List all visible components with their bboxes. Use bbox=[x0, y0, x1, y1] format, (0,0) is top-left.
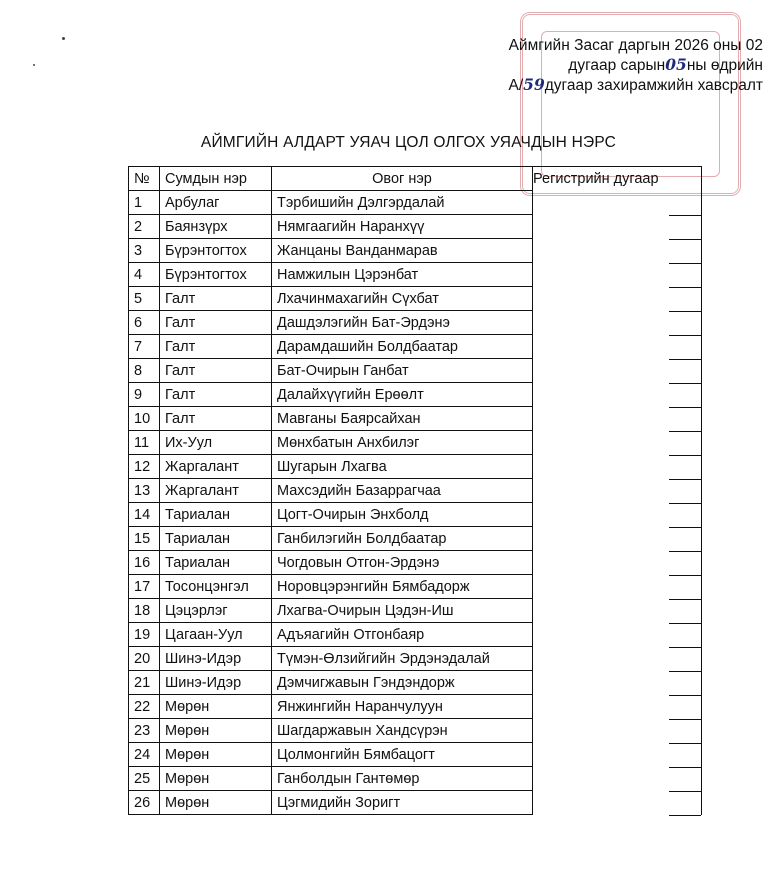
register-number-cell bbox=[533, 551, 702, 575]
register-number-cell bbox=[533, 359, 702, 383]
col-header-soum: Сумдын нэр bbox=[160, 167, 272, 191]
row-number: 1 bbox=[129, 191, 160, 215]
soum-name: Шинэ-Идэр bbox=[160, 671, 272, 695]
row-number: 8 bbox=[129, 359, 160, 383]
row-number: 26 bbox=[129, 791, 160, 815]
row-number: 19 bbox=[129, 623, 160, 647]
table-row bbox=[129, 695, 702, 719]
person-name: Цогт-Очирын Энхболд bbox=[272, 503, 533, 527]
scan-speck bbox=[62, 37, 65, 40]
header-text: ны өдрийн bbox=[686, 57, 763, 74]
soum-name: Галт bbox=[160, 383, 272, 407]
person-name: Норовцэрэнгийн Бямбадорж bbox=[272, 575, 533, 599]
row-number: 12 bbox=[129, 455, 160, 479]
soum-name: Мөрөн bbox=[160, 695, 272, 719]
person-name: Мавганы Баярсайхан bbox=[272, 407, 533, 431]
register-number-cell bbox=[533, 791, 702, 815]
soum-name: Бүрэнтогтох bbox=[160, 263, 272, 287]
register-number-cell bbox=[533, 575, 702, 599]
soum-name: Галт bbox=[160, 407, 272, 431]
soum-name: Мөрөн bbox=[160, 767, 272, 791]
register-number-cell bbox=[533, 191, 702, 215]
person-name: Махсэдийн Базаррагчаа bbox=[272, 479, 533, 503]
person-name: Тэрбишийн Дэлгэрдалай bbox=[272, 191, 533, 215]
table-row bbox=[129, 791, 702, 815]
row-number: 2 bbox=[129, 215, 160, 239]
appendix-header bbox=[403, 36, 763, 95]
person-name: Лхагва-Очирын Цэдэн-Иш bbox=[272, 599, 533, 623]
row-number: 9 bbox=[129, 383, 160, 407]
table-row bbox=[129, 527, 702, 551]
table-row bbox=[129, 647, 702, 671]
table-row bbox=[129, 407, 702, 431]
table-row bbox=[129, 743, 702, 767]
row-number: 17 bbox=[129, 575, 160, 599]
col-header-name: Овог нэр bbox=[272, 167, 533, 191]
person-name: Шагдаржавын Хандсүрэн bbox=[272, 719, 533, 743]
register-number-cell bbox=[533, 311, 702, 335]
row-number: 18 bbox=[129, 599, 160, 623]
person-name: Янжингийн Наранчулуун bbox=[272, 695, 533, 719]
register-number-cell bbox=[533, 695, 702, 719]
handwritten-order-number: 59 bbox=[523, 75, 545, 94]
register-number-cell bbox=[533, 743, 702, 767]
person-name: Ганболдын Гантөмөр bbox=[272, 767, 533, 791]
person-name: Түмэн-Өлзийгийн Эрдэнэдалай bbox=[272, 647, 533, 671]
soum-name: Баянзүрх bbox=[160, 215, 272, 239]
register-number-cell bbox=[533, 527, 702, 551]
table-row bbox=[129, 287, 702, 311]
row-number: 7 bbox=[129, 335, 160, 359]
person-name: Намжилын Цэрэнбат bbox=[272, 263, 533, 287]
register-number-cell bbox=[533, 455, 702, 479]
row-number: 14 bbox=[129, 503, 160, 527]
register-number-cell bbox=[533, 671, 702, 695]
register-number-cell bbox=[533, 335, 702, 359]
row-number: 15 bbox=[129, 527, 160, 551]
table-header-row bbox=[129, 167, 702, 191]
person-name: Жанцаны Ванданмарав bbox=[272, 239, 533, 263]
table-row bbox=[129, 479, 702, 503]
header-line-3 bbox=[403, 75, 763, 95]
header-line-2 bbox=[403, 55, 763, 75]
person-name: Мөнхбатын Анхбилэг bbox=[272, 431, 533, 455]
table-row bbox=[129, 719, 702, 743]
register-number-cell bbox=[533, 647, 702, 671]
col-header-register: Регистрийн дугаар bbox=[533, 167, 702, 191]
soum-name: Жаргалант bbox=[160, 479, 272, 503]
table-body bbox=[129, 191, 702, 815]
soum-name: Галт bbox=[160, 359, 272, 383]
header-line-1: Аймгийн Засаг даргын 2026 оны 02 bbox=[508, 37, 763, 54]
soum-name: Галт bbox=[160, 311, 272, 335]
row-number: 4 bbox=[129, 263, 160, 287]
register-number-cell bbox=[533, 431, 702, 455]
table-row bbox=[129, 335, 702, 359]
soum-name: Жаргалант bbox=[160, 455, 272, 479]
person-name: Дашдэлэгийн Бат-Эрдэнэ bbox=[272, 311, 533, 335]
register-number-cell bbox=[533, 479, 702, 503]
handwritten-month: 05 bbox=[665, 55, 687, 74]
table-row bbox=[129, 239, 702, 263]
register-number-cell bbox=[533, 215, 702, 239]
col-header-number: № bbox=[129, 167, 160, 191]
person-name: Бат-Очирын Ганбат bbox=[272, 359, 533, 383]
row-number: 6 bbox=[129, 311, 160, 335]
row-number: 11 bbox=[129, 431, 160, 455]
register-number-cell bbox=[533, 767, 702, 791]
table-row bbox=[129, 623, 702, 647]
table-row bbox=[129, 311, 702, 335]
row-number: 25 bbox=[129, 767, 160, 791]
person-name: Лхачинмахагийн Сүхбат bbox=[272, 287, 533, 311]
soum-name: Мөрөн bbox=[160, 719, 272, 743]
header-text: А/ bbox=[508, 77, 524, 94]
soum-name: Тариалан bbox=[160, 503, 272, 527]
table-row bbox=[129, 431, 702, 455]
soum-name: Галт bbox=[160, 335, 272, 359]
person-name: Цэгмидийн Зоригт bbox=[272, 791, 533, 815]
row-number: 13 bbox=[129, 479, 160, 503]
table-row bbox=[129, 599, 702, 623]
soum-name: Цагаан-Уул bbox=[160, 623, 272, 647]
table-row bbox=[129, 671, 702, 695]
scan-speck bbox=[33, 64, 35, 66]
row-number: 22 bbox=[129, 695, 160, 719]
register-number-cell bbox=[533, 503, 702, 527]
soum-name: Тосонцэнгэл bbox=[160, 575, 272, 599]
register-number-cell bbox=[533, 719, 702, 743]
soum-name: Шинэ-Идэр bbox=[160, 647, 272, 671]
soum-name: Арбулаг bbox=[160, 191, 272, 215]
table-row bbox=[129, 263, 702, 287]
table-row bbox=[129, 767, 702, 791]
header-text: дугаар сарын bbox=[568, 57, 666, 74]
soum-name: Мөрөн bbox=[160, 791, 272, 815]
soum-name: Цэцэрлэг bbox=[160, 599, 272, 623]
document-title: АЙМГИЙН АЛДАРТ УЯАЧ ЦОЛ ОЛГОХ УЯАЧДЫН НЭРС bbox=[200, 134, 617, 151]
table-row bbox=[129, 575, 702, 599]
names-table bbox=[128, 166, 702, 815]
register-number-cell bbox=[533, 383, 702, 407]
table-row bbox=[129, 551, 702, 575]
row-number: 16 bbox=[129, 551, 160, 575]
row-number: 21 bbox=[129, 671, 160, 695]
row-number: 24 bbox=[129, 743, 160, 767]
table-row bbox=[129, 191, 702, 215]
soum-name: Галт bbox=[160, 287, 272, 311]
register-number-cell bbox=[533, 407, 702, 431]
person-name: Далайхүүгийн Ерөөлт bbox=[272, 383, 533, 407]
register-number-cell bbox=[533, 263, 702, 287]
register-number-cell bbox=[533, 599, 702, 623]
person-name: Цолмонгийн Бямбацогт bbox=[272, 743, 533, 767]
row-number: 23 bbox=[129, 719, 160, 743]
person-name: Нямгаагийн Наранхүү bbox=[272, 215, 533, 239]
person-name: Дэмчигжавын Гэндэндорж bbox=[272, 671, 533, 695]
soum-name: Тариалан bbox=[160, 551, 272, 575]
register-number-cell bbox=[533, 239, 702, 263]
register-line bbox=[669, 815, 701, 816]
person-name: Шугарын Лхагва bbox=[272, 455, 533, 479]
table-row bbox=[129, 359, 702, 383]
header-text: дугаар захирамжийн хавсралт bbox=[544, 77, 763, 94]
row-number: 10 bbox=[129, 407, 160, 431]
row-number: 3 bbox=[129, 239, 160, 263]
register-number-cell bbox=[533, 287, 702, 311]
register-number-cell bbox=[533, 623, 702, 647]
soum-name: Мөрөн bbox=[160, 743, 272, 767]
soum-name: Бүрэнтогтох bbox=[160, 239, 272, 263]
table-row bbox=[129, 455, 702, 479]
row-number: 20 bbox=[129, 647, 160, 671]
table-row bbox=[129, 383, 702, 407]
row-number: 5 bbox=[129, 287, 160, 311]
person-name: Ганбилэгийн Болдбаатар bbox=[272, 527, 533, 551]
person-name: Дарамдашийн Болдбаатар bbox=[272, 335, 533, 359]
person-name: Адъяагийн Отгонбаяр bbox=[272, 623, 533, 647]
soum-name: Их-Уул bbox=[160, 431, 272, 455]
person-name: Чогдовын Отгон-Эрдэнэ bbox=[272, 551, 533, 575]
table-row bbox=[129, 215, 702, 239]
soum-name: Тариалан bbox=[160, 527, 272, 551]
table-row bbox=[129, 503, 702, 527]
